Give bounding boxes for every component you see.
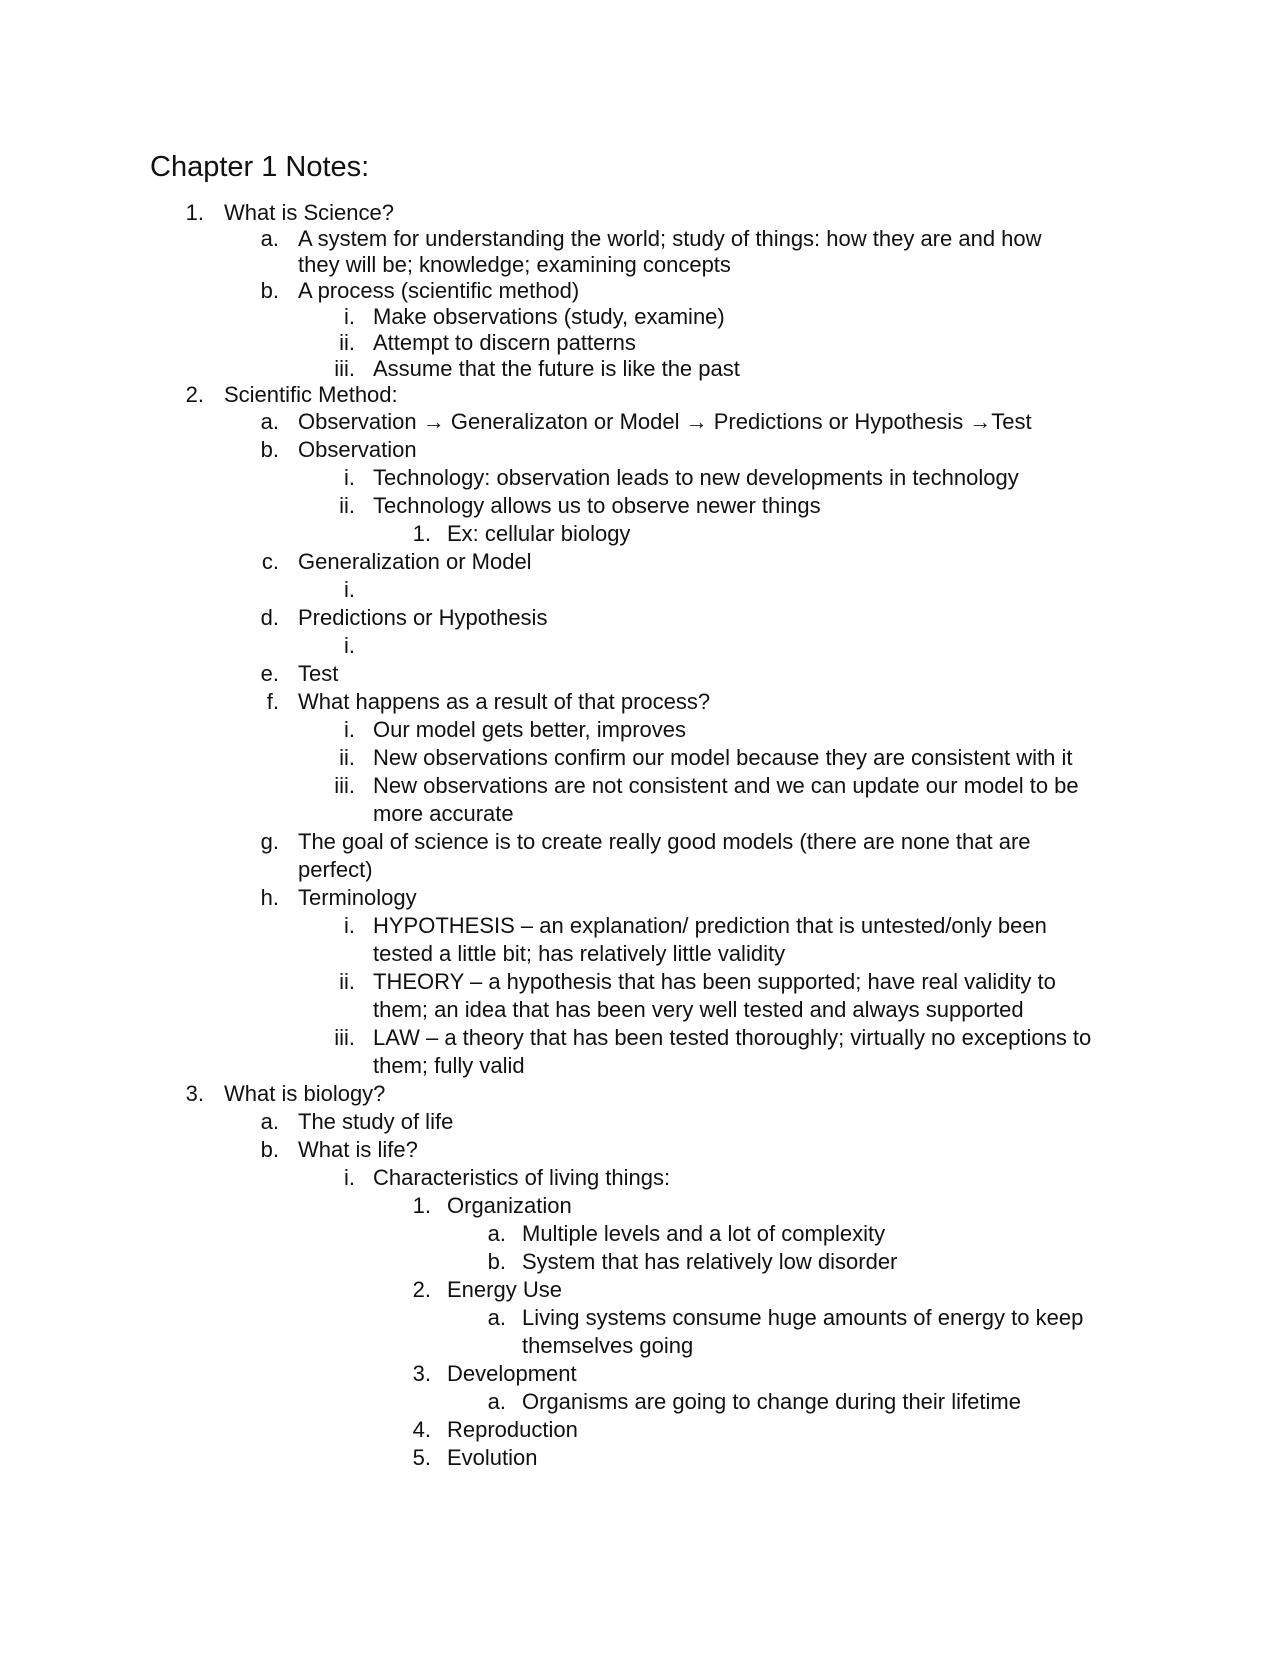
list-marker: i. xyxy=(344,577,355,602)
list-text: Observation → Generalizaton or Model → Predictions or Hypothesis →Test xyxy=(298,409,1032,434)
list-text: Test xyxy=(298,661,339,686)
list-text: The goal of science is to create really good models (there are none that are xyxy=(298,829,1031,854)
list-text-continuation: more accurate xyxy=(373,801,514,826)
list-text: Organization xyxy=(447,1193,572,1218)
list-marker: 4. xyxy=(412,1417,431,1442)
list-text: HYPOTHESIS – an explanation/ prediction that is untested/only been xyxy=(373,913,1047,938)
list-marker: i. xyxy=(344,304,355,329)
list-marker: a. xyxy=(260,409,279,434)
list-text: Reproduction xyxy=(447,1417,578,1442)
list-marker: b. xyxy=(260,278,279,303)
list-marker: a. xyxy=(487,1305,506,1330)
list-text: Ex: cellular biology xyxy=(447,521,631,546)
list-text: Our model gets better, improves xyxy=(373,717,687,742)
list-text: Multiple levels and a lot of complexity xyxy=(522,1221,886,1246)
list-marker: 1. xyxy=(412,1193,431,1218)
list-marker: c. xyxy=(261,549,279,574)
list-marker: a. xyxy=(260,226,279,251)
list-marker: ii. xyxy=(339,969,355,994)
list-text: Terminology xyxy=(298,885,417,910)
list-text: Development xyxy=(447,1361,577,1386)
list-text: New observations confirm our model because they are consistent with it xyxy=(373,745,1073,770)
list-text: System that has relatively low disorder xyxy=(522,1249,898,1274)
list-text: Predictions or Hypothesis xyxy=(298,605,548,630)
list-text-continuation: them; an idea that has been very well tested and always supported xyxy=(373,997,1024,1022)
list-text: Organisms are going to change during their lifetime xyxy=(522,1389,1021,1414)
list-text: Technology: observation leads to new developments in technology xyxy=(373,465,1019,490)
list-marker: a. xyxy=(260,1109,279,1134)
list-text: Technology allows us to observe newer things xyxy=(373,493,821,518)
list-text: LAW – a theory that has been tested thoroughly; virtually no exceptions to xyxy=(373,1025,1092,1050)
list-text: Scientific Method: xyxy=(224,382,398,407)
list-marker: i. xyxy=(344,717,355,742)
list-marker: ii. xyxy=(339,493,355,518)
list-text: What happens as a result of that process? xyxy=(298,689,711,714)
list-marker: f. xyxy=(266,689,279,714)
list-marker: d. xyxy=(260,605,279,630)
list-text: What is life? xyxy=(298,1137,418,1162)
list-text-continuation: themselves going xyxy=(522,1333,694,1358)
list-marker: 3. xyxy=(412,1361,431,1386)
list-text: Generalization or Model xyxy=(298,549,532,574)
list-text: What is Science? xyxy=(224,200,394,225)
list-text-continuation: tested a little bit; has relatively little validity xyxy=(373,941,786,966)
list-marker: i. xyxy=(344,1165,355,1190)
list-marker: i. xyxy=(344,633,355,658)
list-marker: i. xyxy=(344,465,355,490)
list-marker: h. xyxy=(260,885,279,910)
list-text: Energy Use xyxy=(447,1277,562,1302)
list-marker: i. xyxy=(344,913,355,938)
list-text: A system for understanding the world; study of things: how they are and how xyxy=(298,226,1042,251)
list-text: The study of life xyxy=(298,1109,454,1134)
list-marker: g. xyxy=(260,829,279,854)
list-marker: 2. xyxy=(185,382,204,407)
list-marker: e. xyxy=(260,661,279,686)
list-marker: iii. xyxy=(334,1025,355,1050)
list-text: A process (scientific method) xyxy=(298,278,580,303)
list-text: Observation xyxy=(298,437,417,462)
list-text: THEORY – a hypothesis that has been supported; have real validity to xyxy=(373,969,1056,994)
list-marker: 3. xyxy=(185,1081,204,1106)
list-text-continuation: they will be; knowledge; examining concepts xyxy=(298,252,731,277)
list-text: Assume that the future is like the past xyxy=(373,356,740,381)
list-text: Attempt to discern patterns xyxy=(373,330,636,355)
list-text: New observations are not consistent and we can update our model to be xyxy=(373,773,1079,798)
list-marker: 1. xyxy=(412,521,431,546)
list-text: What is biology? xyxy=(224,1081,386,1106)
list-text: Make observations (study, examine) xyxy=(373,304,725,329)
list-marker: ii. xyxy=(339,330,355,355)
list-text: Living systems consume huge amounts of energy to keep xyxy=(522,1305,1084,1330)
list-marker: 1. xyxy=(185,200,204,225)
list-marker: b. xyxy=(487,1249,506,1274)
list-marker: b. xyxy=(260,1137,279,1162)
list-marker: a. xyxy=(487,1389,506,1414)
list-marker: iii. xyxy=(334,773,355,798)
list-text: Characteristics of living things: xyxy=(373,1165,671,1190)
list-text: Evolution xyxy=(447,1445,538,1470)
list-text-continuation: them; fully valid xyxy=(373,1053,525,1078)
list-text-continuation: perfect) xyxy=(298,857,373,882)
list-marker: iii. xyxy=(334,356,355,381)
list-marker: a. xyxy=(487,1221,506,1246)
list-marker: 5. xyxy=(412,1445,431,1470)
list-marker: ii. xyxy=(339,745,355,770)
page-title: Chapter 1 Notes: xyxy=(150,151,370,183)
list-marker: 2. xyxy=(412,1277,431,1302)
list-marker: b. xyxy=(260,437,279,462)
